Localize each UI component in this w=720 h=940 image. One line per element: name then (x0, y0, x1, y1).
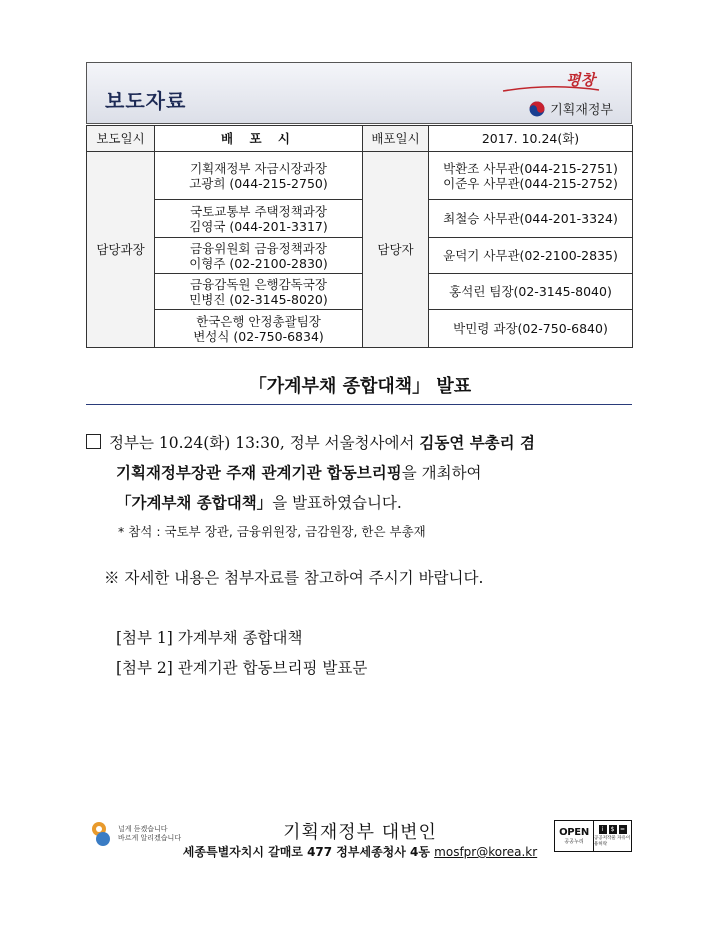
checkbox-icon (86, 434, 101, 449)
taeguk-icon (529, 101, 545, 117)
swoosh-icon (501, 85, 601, 95)
dept-line: 기획재정부 자금시장과장 (190, 160, 327, 176)
ministry-name: 기획재정부 (550, 103, 613, 118)
staff-line: 이준우 사무관(044-215-2752) (443, 175, 618, 191)
dept-line: 한국은행 안정총괄팀장 (196, 313, 321, 329)
no-derivative-icon: = (619, 826, 626, 833)
attachment-1: [첨부 1] 가계부채 종합대책 (116, 629, 303, 647)
open-logo-text: OPEN (559, 827, 589, 838)
distribute-label: 배포일시 (363, 126, 429, 152)
staff-line: 홍석린 팀장(02-3145-8040) (449, 284, 612, 299)
commercial-icon: $ (609, 825, 617, 834)
license-icons (599, 825, 627, 834)
staff-cell (429, 310, 633, 348)
para-text: 을 발표하였습니다. (272, 494, 402, 512)
attendee-note: * 참석 : 국토부 장관, 금융위원장, 금감원장, 한은 부총재 (118, 524, 426, 539)
dept-line: 고광희 (044-215-2750) (189, 175, 328, 191)
dept-line: 변성식 (02-750-6834) (193, 328, 324, 344)
dept-cell (155, 310, 363, 348)
banner-title: 보도자료 (105, 89, 187, 113)
staff-line: 최철승 사무관(044-201-3324) (443, 211, 618, 226)
distribute-value: 2017. 10.24(화) (429, 126, 633, 152)
dept-line: 국토교통부 주택정책과장 (190, 203, 327, 219)
dept-line: 이형주 (02-2100-2830) (189, 255, 328, 271)
staff-cell (429, 274, 633, 310)
dept-cell (155, 238, 363, 274)
ministry-logo (529, 99, 613, 118)
dept-line: 금융위원회 금융정책과장 (190, 240, 327, 256)
title-divider (86, 404, 632, 405)
staff-line: 박환조 사무관(044-215-2751) (443, 160, 618, 176)
staff-cell (429, 238, 633, 274)
para-text: 정부는 10.24(화) 13:30, 정부 서울청사에서 (109, 434, 420, 452)
dept-cell (155, 152, 363, 200)
para-bold: 「가계부채 종합대책」 (116, 493, 273, 512)
staff-cell (429, 152, 633, 200)
staff-line: 윤덕기 사무관(02-2100-2835) (443, 248, 618, 263)
para-text: 을 개최하여 (401, 464, 482, 482)
document-title: 「가계부채 종합대책」 발표 (248, 376, 472, 397)
open-right (594, 821, 631, 851)
para-bold: 기획재정부장관 주재 관계기관 합동브리핑 (116, 463, 402, 482)
badge-line: 바르게 알리겠습니다 (118, 834, 182, 842)
release-label: 보도일시 (87, 126, 155, 152)
dept-line: 금융감독원 은행감독국장 (190, 276, 327, 292)
email-link[interactable]: mosfpr@korea.kr (434, 845, 538, 859)
address-text: 세종특별자치시 갈매로 477 정부세종청사 4동 (182, 845, 435, 859)
dept-line: 민병진 (02-3145-8020) (189, 291, 328, 307)
open-left (555, 821, 594, 851)
badge-line: 널게 듣겠습니다 (118, 825, 168, 833)
open-sub: 공공누리 (564, 839, 584, 845)
dept-line: 김영국 (044-201-3317) (189, 218, 328, 234)
staff-line: 박민령 과장(02-750-6840) (453, 321, 608, 336)
dept-cell (155, 200, 363, 238)
press-release-banner (86, 62, 632, 124)
attachment-2: [첨부 2] 관계기관 합동브리핑 발표문 (116, 659, 368, 677)
release-value: 배 포 시 (155, 126, 363, 152)
contact-table (86, 125, 633, 348)
pyeongchang-slogan: 평창 (566, 71, 595, 89)
open-sub2: 공공저작물 자유이용허락 (594, 836, 631, 847)
dept-cell (155, 274, 363, 310)
reference-note: ※ 자세한 내용은 첨부자료를 참고하여 주시기 바랍니다. (104, 569, 484, 587)
staff-cell (429, 200, 633, 238)
attribution-icon: i (599, 825, 607, 834)
dept-label: 담당과장 (87, 152, 155, 348)
spokesperson: 기획재정부 대변인 (283, 822, 437, 843)
main-paragraph (86, 428, 646, 518)
kogl-open-mark (554, 820, 632, 852)
para-bold: 김동연 부총리 겸 (419, 433, 535, 452)
staff-label: 담당자 (363, 152, 429, 348)
